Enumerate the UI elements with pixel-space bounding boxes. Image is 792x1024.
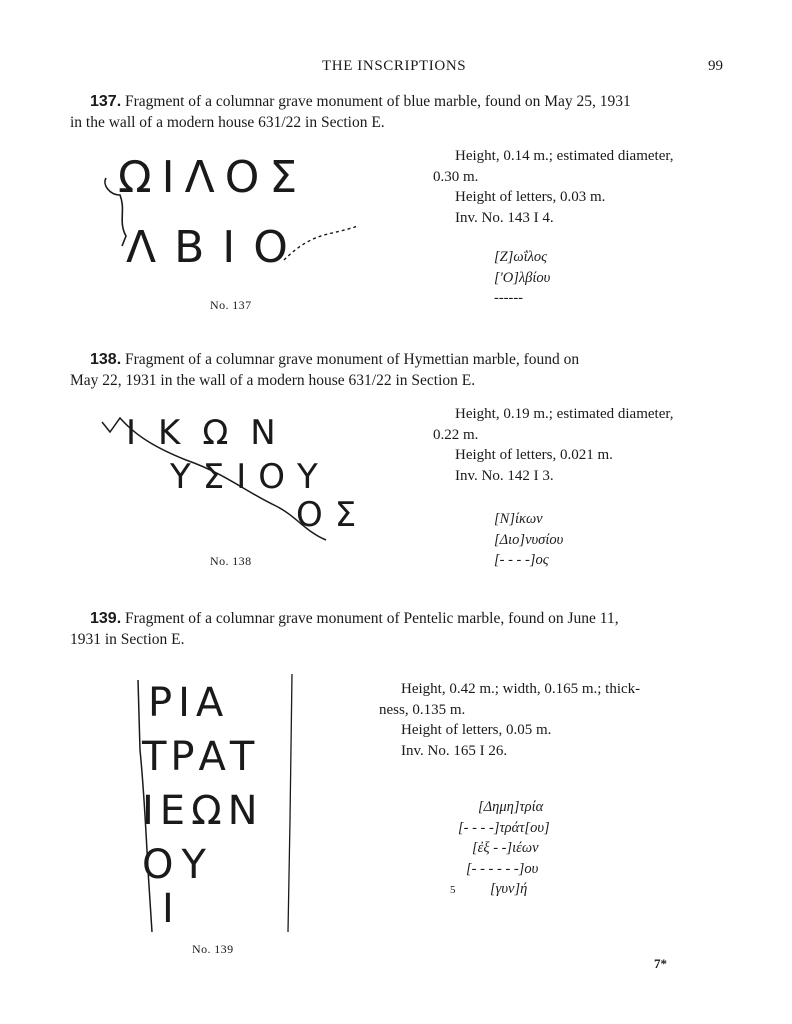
inscription-row-2: ΥΣΙΟΥ bbox=[170, 457, 330, 497]
inscription-row-1: ΡΙΑ bbox=[148, 680, 230, 726]
entry-138-transcription bbox=[494, 509, 563, 571]
running-head: THE INSCRIPTIONS bbox=[322, 58, 467, 74]
entry-heading-line-2: May 22, 1931 in the wall of a modern house 631/22 in Section E. bbox=[70, 372, 476, 389]
desc-line: Height, 0.19 m.; estimated diameter, bbox=[455, 406, 674, 422]
line-number: 5 bbox=[450, 884, 456, 896]
page-number: 99 bbox=[708, 58, 723, 74]
inscription-row-2: ΛΒΙΟ bbox=[126, 222, 306, 273]
entry-heading-line-1: Fragment of a columnar grave monument of Pentelic marble, found on June 11, bbox=[125, 610, 619, 627]
greek-line: [- - - - - -]ου bbox=[466, 860, 539, 877]
inscription-row-1: ΩΙΛΟΣ bbox=[118, 152, 308, 203]
greek-line: [ἐξ - -]ιέων bbox=[472, 840, 539, 856]
entry-heading-line-1: Fragment of a columnar grave monument of Hymettian marble, found on bbox=[125, 351, 580, 368]
entry-137-heading bbox=[90, 92, 730, 112]
entry-heading-line-2: 1931 in Section E. bbox=[70, 631, 185, 648]
desc-line: Inv. No. 143 I 4. bbox=[455, 209, 554, 226]
desc-line: Height, 0.42 m.; width, 0.165 m.; thick- bbox=[401, 681, 641, 697]
inscription-row-3: ΙΕΩΝ bbox=[142, 788, 264, 834]
inscription-row-2: ΤΡΑΤ bbox=[142, 734, 259, 780]
entry-number: 137. bbox=[90, 93, 122, 110]
drawing-138 bbox=[96, 404, 396, 554]
greek-line: [- - - -]ος bbox=[494, 552, 549, 568]
entry-137-transcription bbox=[494, 247, 550, 309]
greek-line: [Διο]νυσίου bbox=[494, 531, 564, 548]
greek-line: [Ζ]ωΐλος bbox=[494, 249, 548, 265]
desc-line: Inv. No. 165 I 26. bbox=[401, 742, 508, 759]
greek-line: ------ bbox=[494, 290, 523, 306]
desc-line: Height of letters, 0.03 m. bbox=[455, 189, 606, 205]
inscription-drawing-137 bbox=[96, 140, 386, 300]
greek-line: [Ν]ίκων bbox=[494, 511, 543, 527]
greek-line: [γυν]ή bbox=[490, 881, 528, 897]
entry-number: 139. bbox=[90, 610, 122, 627]
desc-line: Height of letters, 0.05 m. bbox=[401, 722, 552, 738]
entry-heading-line-2: in the wall of a modern house 631/22 in Section E. bbox=[70, 114, 385, 131]
figure-caption-139: No. 139 bbox=[192, 942, 234, 956]
greek-line: [Δημη]τρία bbox=[478, 799, 544, 815]
inscription-drawing-138 bbox=[96, 404, 396, 554]
desc-line: Height, 0.14 m.; estimated diameter, bbox=[455, 148, 674, 164]
signature-mark: 7* bbox=[654, 956, 667, 971]
inscription-row-4: ΟΥ bbox=[142, 842, 214, 888]
inscription-drawing-139 bbox=[126, 670, 306, 940]
entry-139-transcription bbox=[414, 797, 550, 901]
desc-line: Height of letters, 0.021 m. bbox=[455, 447, 613, 463]
entry-heading-line-1: Fragment of a columnar grave monument of blue marble, found on May 25, 1931 bbox=[125, 93, 631, 110]
entry-139-heading bbox=[90, 609, 730, 629]
entry-138-description bbox=[433, 404, 674, 486]
desc-line: 0.30 m. bbox=[433, 168, 479, 185]
entry-138-heading bbox=[90, 350, 730, 370]
entry-138-heading-cont bbox=[70, 371, 475, 391]
entry-137-heading-cont bbox=[70, 113, 385, 133]
entry-139-heading-cont bbox=[70, 630, 185, 650]
greek-line: [- - - -]τράτ[ου] bbox=[458, 819, 550, 836]
edge-line-right bbox=[288, 674, 292, 932]
greek-line: ['Ο]λβίου bbox=[494, 269, 551, 286]
entry-139-description bbox=[379, 679, 640, 761]
desc-line: ness, 0.135 m. bbox=[379, 701, 466, 718]
entry-number: 138. bbox=[90, 351, 122, 368]
figure-caption-138: No. 138 bbox=[210, 554, 252, 568]
desc-line: Inv. No. 142 I 3. bbox=[455, 467, 554, 484]
entry-137-description bbox=[433, 146, 674, 228]
drawing-139 bbox=[126, 670, 306, 940]
inscription-row-5: Ι bbox=[162, 886, 174, 932]
inscription-row-3: ΟΣ bbox=[296, 495, 369, 535]
drawing-137 bbox=[96, 140, 386, 300]
desc-line: 0.22 m. bbox=[433, 426, 479, 443]
greek-line-5 bbox=[414, 879, 550, 901]
figure-caption-137: No. 137 bbox=[210, 298, 252, 312]
inscription-row-1: ΙΚΩΝ bbox=[126, 413, 298, 453]
